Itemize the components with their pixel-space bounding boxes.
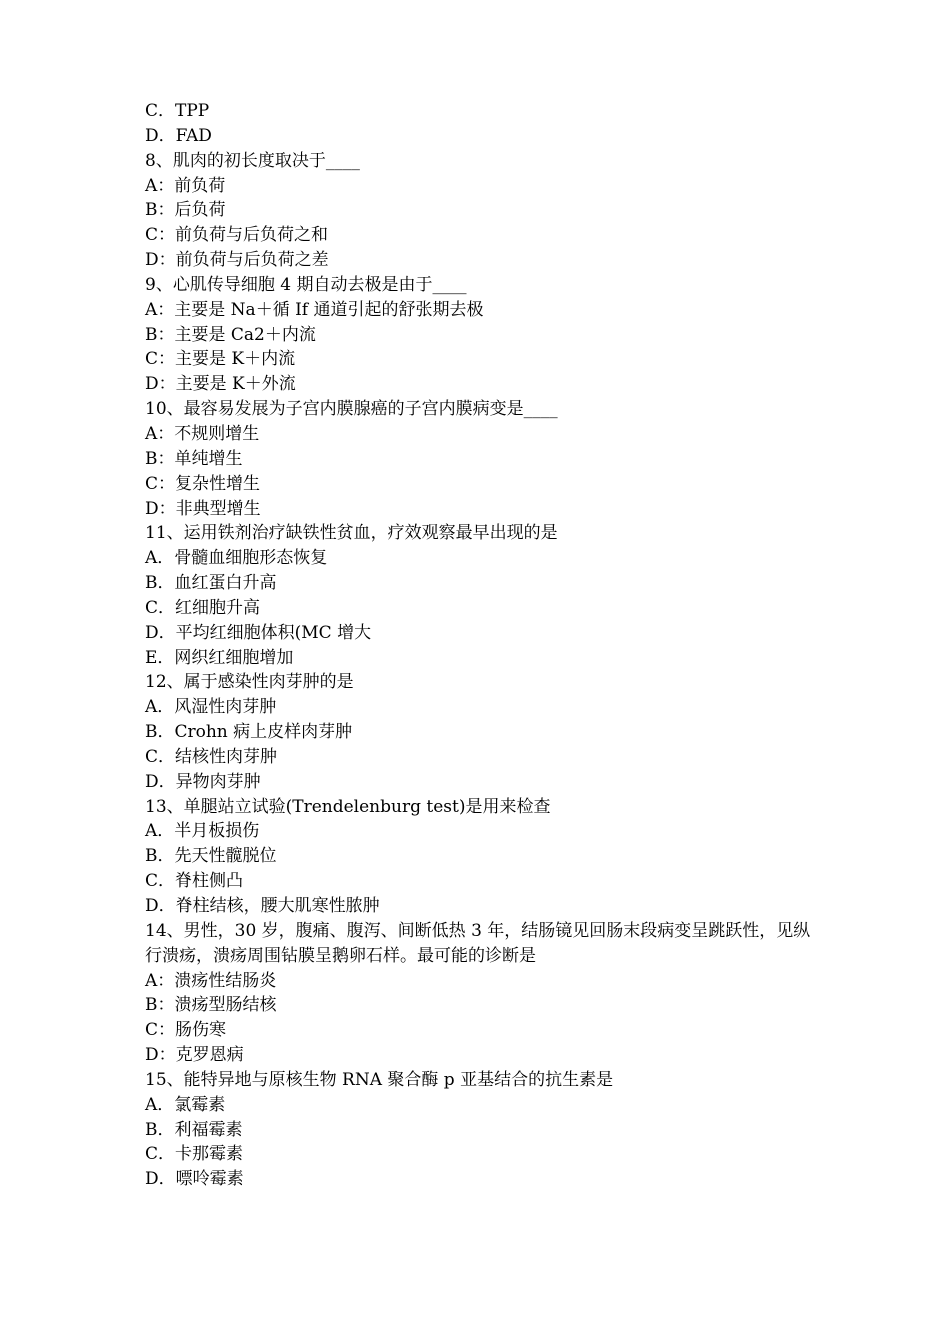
question-line: 12、属于感染性肉芽肿的是 <box>145 672 354 693</box>
option-line: D．FAD <box>145 125 212 146</box>
option-line: D：前负荷与后负荷之差 <box>145 250 329 271</box>
option-line: A：溃疡性结肠炎 <box>145 970 277 991</box>
option-line: B：溃疡型肠结核 <box>145 995 277 1016</box>
option-line: A．骨髓血细胞形态恢复 <box>145 548 328 569</box>
option-line: D．异物肉芽肿 <box>145 771 261 792</box>
option-line: D：非典型增生 <box>145 498 261 519</box>
option-line: A：前负荷 <box>145 175 226 196</box>
option-line: C．结核性肉芽肿 <box>145 746 278 767</box>
option-line: B：单纯增生 <box>145 448 243 469</box>
option-line: B．血红蛋白升高 <box>145 573 277 594</box>
option-line: C．红细胞升高 <box>145 597 261 618</box>
document-body <box>145 99 815 1192</box>
option-line: C．脊柱侧凸 <box>145 871 244 892</box>
option-line: C：肠伤寒 <box>145 1020 227 1041</box>
question-line: 14、男性，30 岁，腹痛、腹泻、间断低热 3 年，结肠镜见回肠末段病变呈跳跃性，见纵行溃疡，溃疡周围钻膜呈鹅卵石样。最可能的诊断是 <box>145 920 811 966</box>
question-line: 9、心肌传导细胞 4 期自动去极是由于____ <box>145 274 467 295</box>
question-line: 13、单腿站立试验(Trendelenburg test)是用来检查 <box>145 796 551 817</box>
option-line: A．氯霉素 <box>145 1094 226 1115</box>
option-line: C：前负荷与后负荷之和 <box>145 225 329 246</box>
option-line: A：主要是 Na＋循 If 通道引起的舒张期去极 <box>145 299 484 320</box>
option-line: B：主要是 Ca2＋内流 <box>145 324 316 345</box>
option-line: A：不规则增生 <box>145 423 260 444</box>
question-line: 10、最容易发展为子宫内膜腺癌的子宫内膜病变是____ <box>145 399 558 420</box>
question-line: 8、肌肉的初长度取决于____ <box>145 150 360 171</box>
option-line: C：主要是 K＋内流 <box>145 349 296 370</box>
question-line: 15、能特异地与原核生物 RNA 聚合酶 p 亚基结合的抗生素是 <box>145 1069 614 1090</box>
option-line: D．嘌呤霉素 <box>145 1169 244 1190</box>
option-line: B：后负荷 <box>145 200 226 221</box>
option-line: B．利福霉素 <box>145 1119 243 1140</box>
option-line: D：主要是 K＋外流 <box>145 374 296 395</box>
option-line: D：克罗恩病 <box>145 1045 244 1066</box>
option-line: A．风湿性肉芽肿 <box>145 697 277 718</box>
option-line: E．网织红细胞增加 <box>145 647 294 668</box>
option-line: C．卡那霉素 <box>145 1144 244 1165</box>
option-line: B．先天性髋脱位 <box>145 846 277 867</box>
option-line: A．半月板损伤 <box>145 821 260 842</box>
question-line: 11、运用铁剂治疗缺铁性贫血，疗效观察最早出现的是 <box>145 523 558 544</box>
option-line: B．Crohn 病上皮样肉芽肿 <box>145 722 353 743</box>
option-line: D．平均红细胞体积(MC 增大 <box>145 622 372 643</box>
option-line: C：复杂性增生 <box>145 473 261 494</box>
option-line: C．TPP <box>145 101 210 121</box>
option-line: D．脊柱结核，腰大肌寒性脓肿 <box>145 896 380 916</box>
